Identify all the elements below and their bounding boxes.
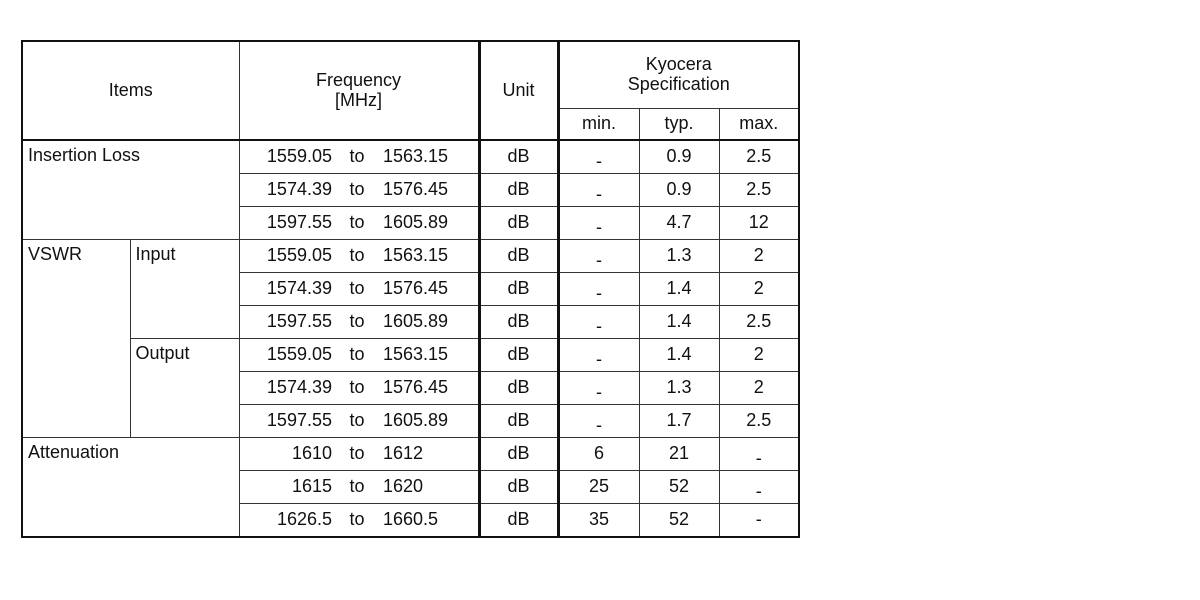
max-cell: - — [719, 504, 799, 538]
unit-cell: dB — [479, 240, 558, 273]
max-cell: - — [719, 471, 799, 504]
typ-cell: 1.3 — [639, 240, 719, 273]
unit-cell: dB — [479, 273, 558, 306]
min-cell: 6 — [558, 438, 639, 471]
freq-from: 1559.05 — [239, 339, 335, 372]
freq-to: 1612 — [379, 438, 479, 471]
max-cell: - — [719, 438, 799, 471]
freq-to-word: to — [335, 273, 379, 306]
table-row — [22, 438, 799, 471]
freq-from: 1559.05 — [239, 240, 335, 273]
min-cell: - — [558, 306, 639, 339]
freq-from: 1597.55 — [239, 207, 335, 240]
vswr-input-label: Input — [130, 240, 239, 339]
min-cell: - — [558, 372, 639, 405]
min-cell: - — [558, 405, 639, 438]
attenuation-label: Attenuation — [22, 438, 239, 538]
min-cell: - — [558, 140, 639, 174]
min-cell: - — [558, 207, 639, 240]
freq-from: 1610 — [239, 438, 335, 471]
freq-from: 1574.39 — [239, 273, 335, 306]
max-cell: 2.5 — [719, 405, 799, 438]
frequency-header — [239, 41, 479, 140]
min-cell: - — [558, 339, 639, 372]
min-header: min. — [558, 109, 639, 141]
insertion-loss-label: Insertion Loss — [22, 140, 239, 240]
max-cell: 2 — [719, 240, 799, 273]
unit-cell: dB — [479, 438, 558, 471]
min-cell: 35 — [558, 504, 639, 538]
items-header: Items — [22, 41, 239, 140]
typ-cell: 1.3 — [639, 372, 719, 405]
freq-to-word: to — [335, 438, 379, 471]
min-cell: - — [558, 174, 639, 207]
frequency-header-line2: [MHz] — [335, 89, 382, 110]
kyocera-spec-header — [558, 41, 799, 109]
freq-from: 1615 — [239, 471, 335, 504]
typ-header: typ. — [639, 109, 719, 141]
freq-to: 1563.15 — [379, 140, 479, 174]
unit-cell: dB — [479, 339, 558, 372]
freq-to: 1576.45 — [379, 273, 479, 306]
unit-cell: dB — [479, 207, 558, 240]
freq-from: 1559.05 — [239, 140, 335, 174]
freq-from: 1597.55 — [239, 306, 335, 339]
min-cell: - — [558, 273, 639, 306]
freq-to: 1563.15 — [379, 240, 479, 273]
freq-to-word: to — [335, 372, 379, 405]
vswr-output-label: Output — [130, 339, 239, 438]
unit-cell: dB — [479, 306, 558, 339]
vswr-label: VSWR — [22, 240, 130, 438]
max-cell: 2 — [719, 339, 799, 372]
typ-cell: 21 — [639, 438, 719, 471]
typ-cell: 4.7 — [639, 207, 719, 240]
typ-cell: 1.4 — [639, 306, 719, 339]
freq-to: 1605.89 — [379, 207, 479, 240]
freq-to: 1605.89 — [379, 405, 479, 438]
freq-to: 1660.5 — [379, 504, 479, 538]
spec-table — [21, 40, 800, 538]
unit-cell: dB — [479, 174, 558, 207]
freq-to: 1605.89 — [379, 306, 479, 339]
freq-from: 1597.55 — [239, 405, 335, 438]
freq-from: 1626.5 — [239, 504, 335, 538]
typ-cell: 1.7 — [639, 405, 719, 438]
header-row-1 — [22, 41, 799, 109]
unit-cell: dB — [479, 471, 558, 504]
freq-to-word: to — [335, 339, 379, 372]
freq-to: 1576.45 — [379, 174, 479, 207]
freq-to: 1620 — [379, 471, 479, 504]
typ-cell: 52 — [639, 471, 719, 504]
freq-to-word: to — [335, 405, 379, 438]
spec-header-line1: Kyocera — [645, 54, 712, 75]
unit-header: Unit — [479, 41, 558, 140]
freq-to-word: to — [335, 240, 379, 273]
freq-to-word: to — [335, 140, 379, 174]
max-cell: 2.5 — [719, 306, 799, 339]
typ-cell: 52 — [639, 504, 719, 538]
freq-from: 1574.39 — [239, 174, 335, 207]
table-row — [22, 339, 799, 372]
table-row — [22, 140, 799, 174]
min-cell: 25 — [558, 471, 639, 504]
max-cell: 12 — [719, 207, 799, 240]
unit-cell: dB — [479, 372, 558, 405]
freq-to-word: to — [335, 306, 379, 339]
freq-from: 1574.39 — [239, 372, 335, 405]
freq-to: 1576.45 — [379, 372, 479, 405]
table-row — [22, 240, 799, 273]
max-header: max. — [719, 109, 799, 141]
freq-to-word: to — [335, 207, 379, 240]
freq-to-word: to — [335, 504, 379, 538]
max-cell: 2.5 — [719, 140, 799, 174]
unit-cell: dB — [479, 140, 558, 174]
freq-to-word: to — [335, 174, 379, 207]
typ-cell: 1.4 — [639, 339, 719, 372]
frequency-header-line1: Frequency — [315, 69, 402, 90]
spec-header-line2: Specification — [627, 74, 730, 94]
typ-cell: 0.9 — [639, 140, 719, 174]
freq-to: 1563.15 — [379, 339, 479, 372]
typ-cell: 1.4 — [639, 273, 719, 306]
freq-to-word: to — [335, 471, 379, 504]
unit-cell: dB — [479, 405, 558, 438]
max-cell: 2 — [719, 273, 799, 306]
min-cell: - — [558, 240, 639, 273]
max-cell: 2 — [719, 372, 799, 405]
unit-cell: dB — [479, 504, 558, 538]
max-cell: 2.5 — [719, 174, 799, 207]
typ-cell: 0.9 — [639, 174, 719, 207]
